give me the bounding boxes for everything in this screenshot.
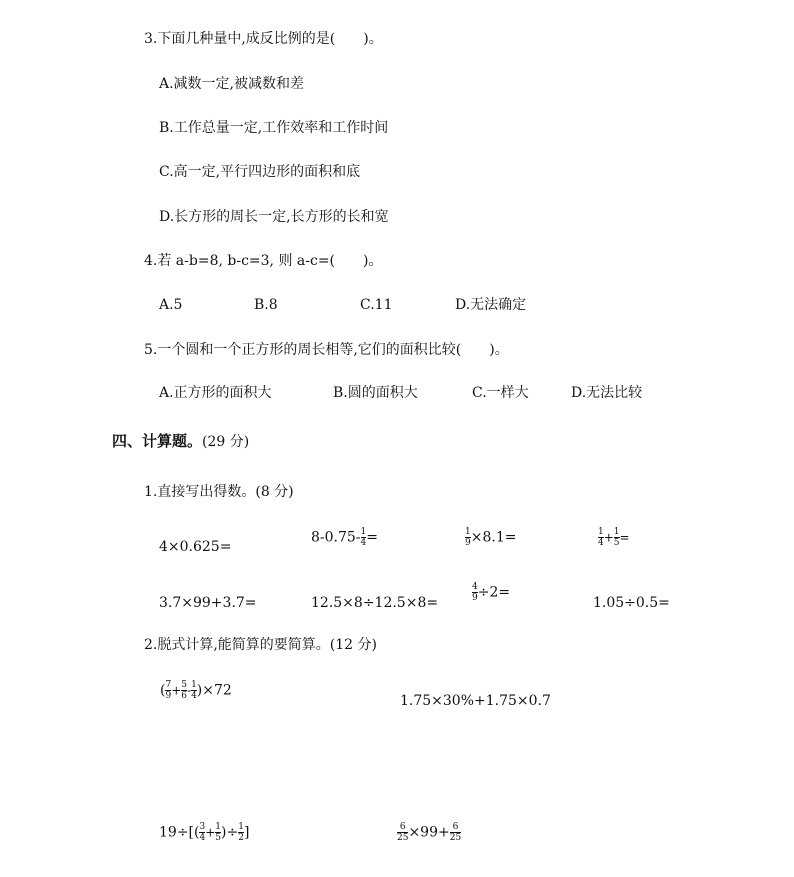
expr-text: ÷2= (477, 584, 511, 601)
expr-text: = (366, 529, 379, 546)
expr-text: )÷ (221, 824, 239, 841)
question-3-option-c: C.高一定,平行四边形的面积和底 (159, 164, 361, 180)
numerator: 6 (450, 822, 461, 833)
denominator: 6 (181, 691, 187, 701)
question-5-option-d: D.无法比较 (571, 385, 643, 401)
question-5-stem: 5.一个圆和一个正方形的周长相等,它们的面积比较( )。 (144, 342, 509, 358)
section-4-heading (112, 432, 249, 451)
question-5-option-b: B.圆的面积大 (333, 385, 418, 401)
numerator: 1 (465, 527, 471, 537)
section-4-points: (29 分) (202, 434, 250, 450)
fraction (397, 822, 408, 843)
expr-text: 8-0.75- (311, 529, 361, 546)
expr-text: ×99+ (408, 824, 450, 841)
question-4-option-c: C.11 (360, 297, 393, 313)
section-4-title: 四、计算题。 (112, 432, 203, 450)
calc-1-row1-item1: 4×0.625= (159, 539, 232, 555)
expr-text: = (619, 530, 630, 545)
numerator: 1 (238, 822, 244, 832)
calc-2-title: 2.脱式计算,能简算的要简算。(12 分) (144, 637, 377, 653)
denominator: 5 (215, 833, 221, 843)
numerator: 6 (397, 822, 408, 833)
calc-1-row1-item2 (311, 527, 378, 548)
expr-text: 19÷[( (159, 824, 200, 841)
question-4-option-b: B.8 (254, 297, 278, 313)
question-3-option-a: A.减数一定,被减数和差 (159, 76, 305, 92)
numerator: 1 (613, 527, 620, 537)
question-3-option-d: D.长方形的周长一定,长方形的长和宽 (159, 209, 389, 225)
question-3-stem: 3.下面几种量中,成反比例的是( )。 (144, 31, 383, 47)
numerator: 1 (360, 527, 367, 537)
numerator: 3 (199, 822, 206, 832)
question-5-option-c: C.一样大 (472, 385, 529, 401)
denominator: 5 (613, 538, 620, 548)
calc-1-row2-item2: 12.5×8÷12.5×8= (311, 595, 439, 611)
numerator: 5 (181, 680, 187, 690)
calc-1-row2-item4: 1.05÷0.5= (593, 595, 670, 611)
expr-text: ) (196, 682, 203, 699)
denominator: 4 (199, 833, 206, 843)
denominator: 2 (238, 833, 244, 843)
calc-2-expression-2: 1.75×30%+1.75×0.7 (400, 693, 551, 709)
denominator: 9 (465, 538, 471, 548)
calc-1-row2-item1: 3.7×99+3.7= (159, 595, 257, 611)
calc-1-row2-item3 (472, 582, 510, 603)
calc-1-row1-item3 (465, 527, 516, 548)
denominator: 9 (165, 691, 172, 701)
numerator: 4 (472, 582, 478, 592)
expr-text: ×72 (202, 682, 232, 699)
denominator: 4 (360, 538, 367, 548)
question-3-option-b: B.工作总量一定,工作效率和工作时间 (159, 120, 389, 136)
question-5-option-a: A.正方形的面积大 (159, 385, 272, 401)
expr-text: - (187, 683, 192, 698)
expr-text: ] (243, 824, 250, 841)
expr-text: ×8.1= (470, 529, 517, 546)
numerator: 1 (598, 527, 604, 537)
calc-2-expression-3 (159, 822, 249, 843)
numerator: 7 (165, 680, 172, 690)
denominator: 25 (397, 833, 409, 843)
calc-1-title: 1.直接写出得数。(8 分) (144, 484, 294, 500)
question-4-stem: 4.若 a-b=8, b-c=3, 则 a-c=( )。 (144, 253, 383, 269)
denominator: 25 (449, 833, 462, 843)
denominator: 4 (598, 538, 604, 548)
calc-2-expression-1 (160, 680, 232, 701)
question-4-option-a: A.5 (159, 297, 183, 313)
expr-text: ( (160, 682, 166, 699)
expr-text: + (205, 825, 216, 840)
calc-2-expression-4 (397, 822, 461, 843)
numerator: 1 (191, 680, 197, 690)
expr-text: + (171, 683, 182, 698)
numerator: 1 (215, 822, 221, 832)
denominator: 9 (472, 593, 478, 603)
expr-text: + (603, 530, 614, 545)
fraction (450, 822, 461, 843)
calc-1-row1-item4 (598, 527, 630, 548)
question-4-option-d: D.无法确定 (455, 297, 527, 313)
denominator: 4 (191, 691, 197, 701)
